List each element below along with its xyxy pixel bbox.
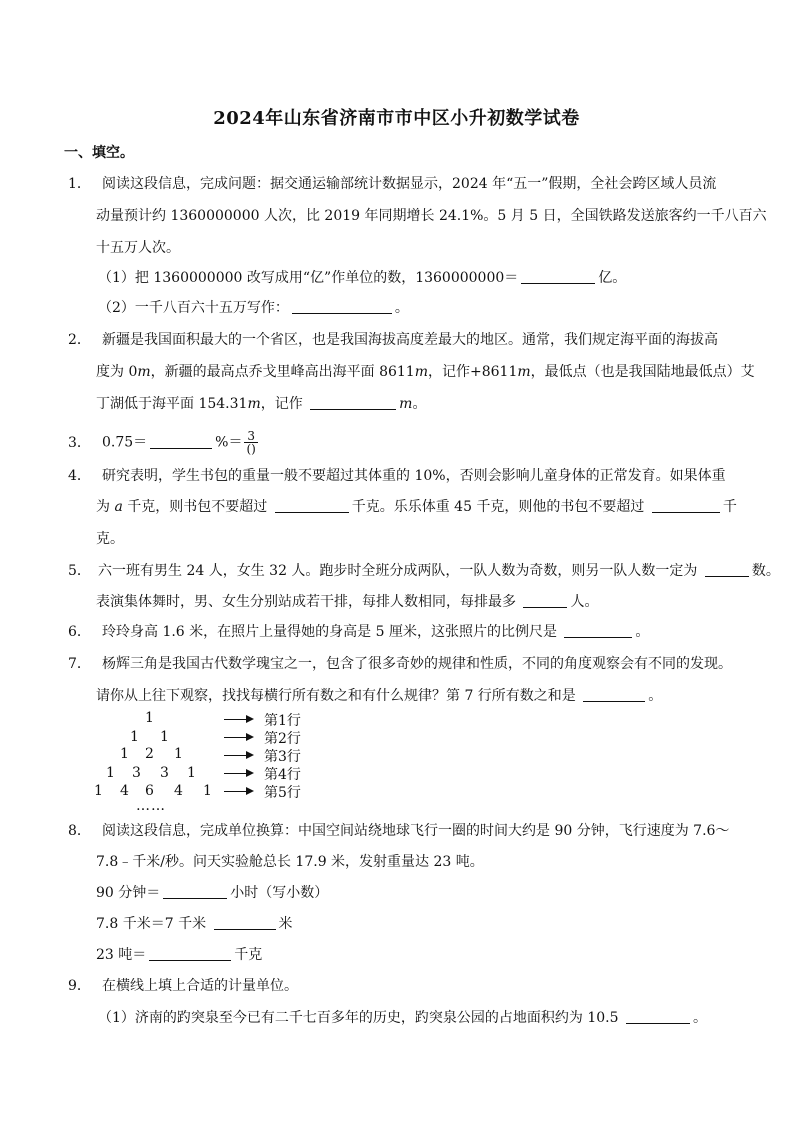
triangle-number: 1: [174, 746, 183, 762]
answer-blank[interactable]: [275, 498, 349, 513]
question-8: [68, 821, 729, 841]
answer-blank[interactable]: [705, 562, 749, 577]
row-label: 第3行: [264, 749, 301, 765]
triangle-number: 4: [174, 783, 183, 799]
question-2-line-3: 丁湖低于海平面 154.31m，记作 m。: [96, 396, 427, 412]
answer-blank[interactable]: [310, 395, 396, 410]
arrow-right-icon: [224, 791, 252, 792]
question-7-line-2: 请你从上往下观察，找找每横行所有数之和有什么规律？第 7 行所有数之和是 。: [96, 688, 663, 704]
answer-blank[interactable]: [149, 946, 231, 961]
triangle-number: 1: [120, 746, 129, 762]
question-3: 3． 0.75＝ %＝ $\frac{3}{()}$: [68, 429, 256, 456]
question-5: 5． 六一班有男生 24 人，女生 32 人。跑步时全班分成两队，一队人数为奇数，则另一队人数一定为 数。: [68, 563, 780, 579]
answer-blank[interactable]: [214, 915, 276, 930]
triangle-number: 6: [145, 783, 154, 799]
question-2: [68, 330, 718, 350]
question-7: [68, 654, 732, 674]
question-text: 阅读这段信息，完成问题：据交通运输部统计数据显示，2024 年“五一”假期，全社会跨区域人员流: [102, 176, 717, 192]
question-number: 9．: [68, 978, 91, 994]
answer-blank[interactable]: [521, 269, 595, 284]
row-label: 第5行: [264, 785, 301, 801]
row-label: 第2行: [264, 731, 301, 747]
question-6: 6． 玲玲身高 1.6 米，在照片上量得她的身高是 5 厘米，这张照片的比例尺是 。: [68, 624, 650, 640]
triangle-number: 1: [106, 765, 115, 781]
triangle-number: 1: [145, 710, 154, 726]
triangle-number: 1: [160, 729, 169, 745]
conversion-2: 7.8 千米＝7 千米 米: [96, 916, 293, 932]
answer-blank[interactable]: [150, 434, 212, 449]
arrow-right-icon: [224, 755, 252, 756]
triangle-number: 1: [94, 783, 103, 799]
answer-blank[interactable]: [163, 884, 227, 899]
row-label: 第4行: [264, 767, 301, 783]
question-text: 在横线上填上合适的计量单位。: [102, 978, 298, 994]
answer-blank[interactable]: [523, 593, 567, 608]
answer-blank[interactable]: [292, 299, 392, 314]
ellipsis: ……: [136, 798, 166, 814]
arrow-right-icon: [224, 719, 252, 720]
question-8-line-2: 7.8﹣千米/秒。问天实验舱总长 17.9 米，发射重量达 23 吨。: [96, 854, 484, 870]
question-number: 8．: [68, 823, 91, 839]
page-title: 2024年山东省济南市市中区小升初数学试卷: [213, 108, 580, 129]
arrow-right-icon: [224, 773, 252, 774]
question-9: [68, 976, 298, 996]
triangle-number: 2: [145, 746, 154, 762]
question-text: 研究表明，学生书包的重量一般不要超过其体重的 10%，否则会影响儿童身体的正常发育。如果体重: [102, 468, 726, 484]
question-1: [68, 174, 716, 194]
section-heading: 一、填空。: [64, 145, 134, 161]
conversion-3: 23 吨＝ 千克: [96, 947, 263, 963]
question-1-line-3: 十五万人次。: [96, 240, 180, 256]
row-label: 第1行: [264, 713, 301, 729]
question-number: 2．: [68, 332, 91, 348]
answer-blank[interactable]: [626, 1009, 690, 1024]
question-4-line-2: 为 a 千克，则书包不要超过 千克。乐乐体重 45 千克，则他的书包不要超过 千: [96, 499, 737, 515]
conversion-1: 90 分钟＝ 小时（写小数）: [96, 885, 329, 901]
question-number: 3．: [68, 434, 91, 451]
question-number: 5．: [68, 563, 91, 579]
fraction: $\frac{3}{()}$: [246, 429, 256, 456]
triangle-number: 3: [132, 765, 141, 781]
question-1-line-2: 动量预计约 1360000000 人次，比 2019 年同期增长 24.1%。5 月 5 日，全国铁路发送旅客约一千八百六: [96, 208, 767, 224]
answer-blank[interactable]: [564, 623, 632, 638]
answer-blank[interactable]: [583, 687, 645, 702]
triangle-number: 1: [130, 729, 139, 745]
triangle-number: 1: [203, 783, 212, 799]
question-number: 1．: [68, 176, 91, 192]
question-5-line-2: 表演集体舞时，男、女生分别站成若干排，每排人数相同，每排最多 人。: [96, 594, 599, 610]
question-9-part-1: （1）济南的趵突泉至今已有二千七百多年的历史，趵突泉公园的占地面积约为 10.5 。: [98, 1010, 707, 1026]
question-4: [68, 466, 726, 486]
triangle-number: 3: [160, 765, 169, 781]
question-number: 6．: [68, 624, 91, 640]
question-number: 4．: [68, 468, 91, 484]
question-1-part-1: （1）把 1360000000 改写成用“亿”作单位的数，1360000000＝ 亿。: [98, 270, 627, 286]
question-4-line-3: 克。: [96, 531, 124, 547]
question-number: 7．: [68, 656, 91, 672]
question-text: 杨辉三角是我国古代数学瑰宝之一，包含了很多奇妙的规律和性质，不同的角度观察会有不同的发现。: [102, 656, 732, 672]
triangle-number: 1: [187, 765, 196, 781]
arrow-right-icon: [224, 737, 252, 738]
question-text: 新疆是我国面积最大的一个省区，也是我国海拔高度差最大的地区。通常，我们规定海平面的海拔高: [102, 332, 718, 348]
triangle-number: 4: [120, 783, 129, 799]
question-2-line-2: 度为 0m，新疆的最高点乔戈里峰高出海平面 8611m，记作+8611m，最低点（也是我国陆地最低点）艾: [96, 364, 755, 380]
question-text: 阅读这段信息，完成单位换算：中国空间站绕地球飞行一圈的时间大约是 90 分钟，飞行速度为 7.6～: [102, 823, 730, 839]
question-1-part-2: （2）一千八百六十五万写作： 。: [98, 300, 409, 316]
answer-blank[interactable]: [652, 498, 720, 513]
